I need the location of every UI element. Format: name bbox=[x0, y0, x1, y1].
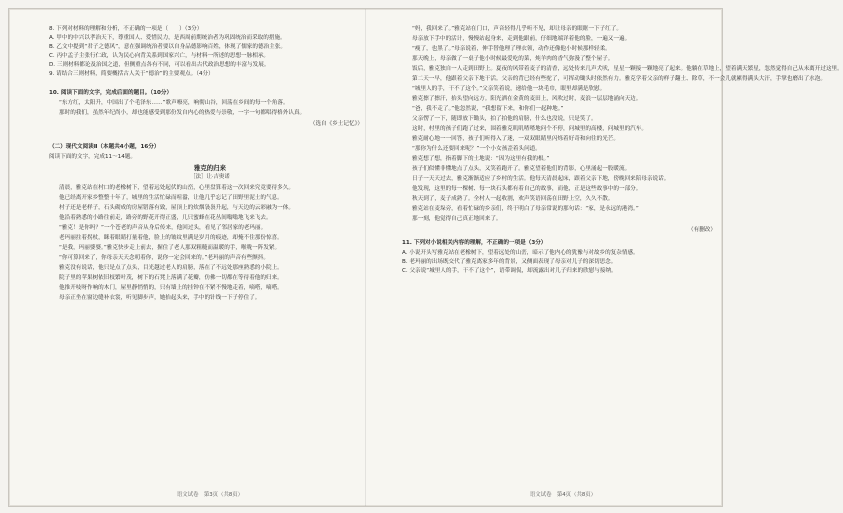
left-page bbox=[49, 25, 371, 495]
q10-source: （选自《乡土记忆》） bbox=[309, 121, 363, 127]
story-author: ［法］让·吉奥诺 bbox=[190, 174, 230, 180]
story-paragraph: 孩子们似懂非懂地点了点头，又笑着跑开了。雅克望着他们的背影，心里涌起一股暖流。 bbox=[412, 166, 631, 172]
source-note: （有删改） bbox=[688, 227, 716, 233]
story-paragraph: 清晨，雅克站在村口的老橡树下，望着远处起伏的山峦，心里盘算着这一次回来究竟要待多久。 bbox=[59, 185, 294, 191]
section-instruction: 阅读下面的文字，完成11～14题。 bbox=[49, 154, 136, 160]
q8-option-d: D. 三则材料都论及治国之道，但侧重点各有不同，可以看出古代政治思想的丰富与发展。 bbox=[49, 62, 270, 68]
q8-option-a: A. 甲中的中兴以孝治天下，尊重国人、爱惜民力，是西周前期统治者为巩固统治而采取的措施。 bbox=[49, 35, 286, 41]
story-paragraph: “妈，我回来了。”雅克站在门口，声音轻得几乎听不见，却让母亲的眼眶一下子红了。 bbox=[412, 26, 622, 32]
story-paragraph: 饭后，雅克独自一人走到田野上。夏夜的风带着麦子的清香，远处传来几声犬吠，星星一颗接一颗地亮了起来。他躺在草地上，望着满天繁星，忽然觉得自己从未离开过这里。 bbox=[412, 66, 843, 72]
q8-option-b: B. 乙文中提到“君子之德风”，意在强调统治者要以自身品德影响百姓，体现了儒家的德治主张。 bbox=[49, 44, 286, 50]
story-paragraph: 母亲放下手中的活计，慢慢站起身来，走到他跟前，仔细地端详着他的脸，一遍又一遍。 bbox=[412, 36, 631, 42]
section-heading: （二）现代文阅读Ⅱ（本题共4小题，16分） bbox=[49, 144, 160, 150]
exam-sheet bbox=[8, 8, 843, 507]
story-paragraph: 他沿着熟悉的小路往前走，路旁的野花开得正盛，几只蜜蜂在花丛间嗡嗡地飞来飞去。 bbox=[59, 215, 272, 221]
q11-option-c: C. 父亲说“城里人的手，干不了这个”，语带调侃，却流露出对儿子归来的欣慰与接纳。 bbox=[402, 268, 617, 274]
story-paragraph: 雅克擦了擦汗，抬头望向远方。阳光洒在金黄的麦田上，风吹过时，麦浪一层层地涌向天边。 bbox=[412, 96, 642, 102]
story-paragraph: “那你为什么还要回来呢？”一个小女孩歪着头问道。 bbox=[412, 146, 541, 152]
story-paragraph: “爸，我不走了。”他忽然说，“我想留下来，和你们一起种地。” bbox=[412, 106, 564, 112]
q8-option-c: C. 丙中孟子主张行仁政，认为民心向背关系到国家兴亡，与材料一所述的思想一脉相承。 bbox=[49, 53, 270, 59]
story-paragraph: 雅克想了想，指着脚下的土地说：“因为这里有我的根。” bbox=[412, 156, 550, 162]
q9-line: 9. 请结合三则材料，简要概括古人关于“德治”的主要观点。（4分） bbox=[49, 71, 214, 77]
q11-option-b: B. 老玛丽的出场既交代了雅克离家多年的背景，又侧面表现了母亲对儿子的深切思念。 bbox=[402, 259, 617, 265]
story-paragraph: 父亲愣了一下，随即放下锄头，拍了拍他的肩膀，什么也没说，只是笑了。 bbox=[412, 116, 597, 122]
story-paragraph: “雅克！是你吗？”一个苍老的声音从身后传来，他回过头，看见了邻居家的老玛丽。 bbox=[59, 225, 267, 231]
story-paragraph: 老玛丽拄着拐杖，眯着眼睛打量着他，脸上的皱纹里满是岁月的痕迹，却掩不住那份惊喜。 bbox=[59, 235, 283, 241]
q10-heading: 10. 阅读下面的文字，完成后面的题目。（10分） bbox=[49, 90, 173, 96]
q10-text-line: 那时的我们，虽然年纪尚小，却也能感受到那份发自内心的热爱与崇敬，一字一句都唱得格外认真。 bbox=[59, 110, 306, 116]
story-paragraph: 母亲正坐在窗边缝补衣裳，听见脚步声，她抬起头来，手中的针线一下子停住了。 bbox=[59, 295, 261, 301]
story-paragraph: 那一刻，他觉得自己真正地回来了。 bbox=[412, 216, 502, 222]
story-paragraph: 他发现，这里的每一棵树、每一块石头都有着自己的故事，而他，正是这些故事中的一部分。 bbox=[412, 186, 642, 192]
story-paragraph: 第二天一早，他跟着父亲下地干活。父亲的背已经有些驼了，可挥动锄头时依然有力。雅克学着父亲的样子翻土、除草，不一会儿就累得满头大汗，手掌也磨出了水泡。 bbox=[412, 76, 826, 82]
story-paragraph: 他已经离开家乡整整十年了，城里的生活忙碌而喧嚣，让他几乎忘记了田野里泥土的气息。 bbox=[59, 195, 283, 201]
right-page-footer: 语文试卷 第4页（共8页） bbox=[529, 492, 597, 498]
story-paragraph: “你可算回来了，你母亲天天念叨着你，说你一定会回来的。”老玛丽的声音有些颤抖。 bbox=[59, 255, 269, 261]
story-paragraph: 雅克站在麦垛旁，看着忙碌的乡亲们，终于明白了母亲常说的那句话：“家，是永远的港湾。” bbox=[412, 206, 639, 212]
story-paragraph: 雅克没有说话，他只是点了点头，目光越过老人的肩膀，落在了不远处那座熟悉的小院上。 bbox=[59, 265, 283, 271]
q10-text-line: “东方红，太阳升，中国出了个毛泽东……”歌声嘹亮，响彻山谷，回荡在乡间的每一个角落。 bbox=[59, 100, 289, 106]
story-paragraph: 那天晚上，母亲做了一桌子他小时候最爱吃的菜，炖羊肉的香气弥漫了整个屋子。 bbox=[412, 56, 614, 62]
story-paragraph: 他推开吱呀作响的木门，屋里静悄悄的，只有墙上的挂钟在不紧不慢地走着，嘀嗒，嘀嗒。 bbox=[59, 285, 283, 291]
right-page bbox=[402, 25, 843, 495]
left-page-footer: 语文试卷 第3页（共8页） bbox=[176, 492, 244, 498]
story-paragraph: 雅克耐心地一一回答，孩子们听得入了迷，一双双眼睛里闪烁着好奇和向往的光芒。 bbox=[412, 136, 619, 142]
story-paragraph: 日子一天天过去，雅克渐渐适应了乡村的生活。他每天清晨起床，跟着父亲下地，傍晚回来陪母亲说话。 bbox=[412, 176, 670, 182]
story-paragraph: 这时，村里的孩子们跑了过来，围着雅克叽叽喳喳地问个不停，问城里的高楼，问城里的汽车。 bbox=[412, 126, 647, 132]
q8-line: 8. 下列对材料的理解和分析，不正确的一项是（ ）（3分） bbox=[49, 26, 203, 32]
story-paragraph: “是我，玛丽婆婆。”雅克快步走上前去，握住了老人那双粗糙而温暖的手，喉咙一阵发紧。 bbox=[59, 245, 281, 251]
story-paragraph: “瘦了，也黑了。”母亲说着，伸手替他理了理衣领，动作还像他小时候那样轻柔。 bbox=[412, 46, 611, 52]
story-paragraph: 秋天到了，麦子成熟了。全村人一起收割，欢声笑语回荡在田野上空，久久不散。 bbox=[412, 196, 614, 202]
q11-heading: 11. 下列对小说相关内容的理解，不正确的一项是（3分） bbox=[402, 240, 547, 246]
story-paragraph: “城里人的手，干不了这个。”父亲笑着说，递给他一块毛巾，眼里却满是欣慰。 bbox=[412, 86, 606, 92]
story-paragraph: 院子里的苹果树依旧枝繁叶茂，树下的石凳上落满了花瓣，仿佛一切都在等待着他的归来。 bbox=[59, 275, 283, 281]
story-paragraph: 村子还是老样子，石头砌成的房屋错落有致，屋顶上的炊烟袅袅升起，与天边的云彩融为一体。 bbox=[59, 205, 294, 211]
q11-option-a: A. 小说开头写雅克站在老橡树下，望着远处的山峦，暗示了他内心的犹豫与对故乡的复杂情感。 bbox=[402, 250, 639, 256]
story-title: 雅克的归来 bbox=[194, 164, 226, 172]
